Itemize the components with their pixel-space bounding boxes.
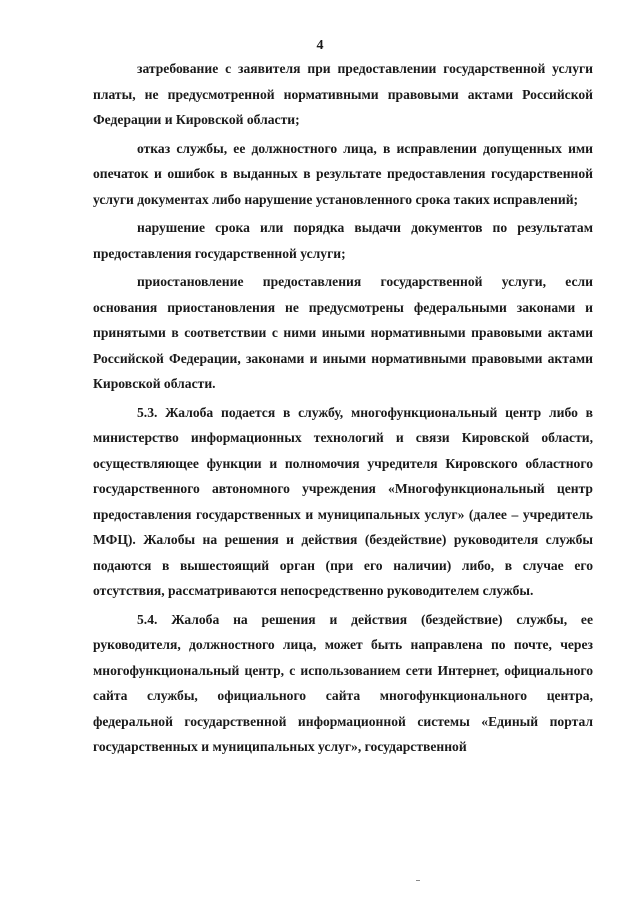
paragraph-5-3: 5.3. Жалоба подается в службу, многофункциональный центр либо в министерство информационных технологий и связи Кировской области, осуществляющее функции и полномочия учредителя Кировского областного государственного автономного учреждения «Многофункциональный центр предоставления государственных и муниципальных услуг» (далее – учредитель МФЦ). Жалобы на решения и действия (бездействие) руководителя службы подаются в вышестоящий орган (при его наличии) либо, в случае его отсутствия, рассматриваются непосредственно руководителем службы.	[93, 404, 593, 598]
paragraph-2: отказ службы, ее должностного лица, в исправлении допущенных ими опечаток и ошибок в выданных в результате предоставления государственной услуги документах либо нарушение установленного срока таких исправлений;	[93, 140, 593, 207]
paragraph-1: затребование с заявителя при предоставлении государственной услуги платы, не предусмотренной нормативными правовыми актами Российской Федерации и Кировской области;	[93, 61, 593, 127]
paragraph-5-4: 5.4. Жалоба на решения и действия (бездействие) службы, ее руководителя, должностного лица, может быть направлена по почте, через многофункциональный центр, с использованием сети Интернет, официального сайта службы, официального сайта многофункционального центра, федеральной государственной информационной системы «Единый портал государственных и муниципальных услуг», государственной	[93, 611, 593, 754]
scan-speck	[416, 880, 420, 881]
paragraph-4: приостановление предоставления государственной услуги, если основания приостановления не предусмотрены федеральными законами и принятыми в соответствии с ними иными нормативными правовыми актами Российской Федерации, законами и иными нормативными правовыми актами Кировской области.	[93, 274, 593, 391]
page-number: 4	[316, 38, 324, 53]
document-body	[93, 56, 593, 763]
paragraph-3: нарушение срока или порядка выдачи документов по результатам предоставления государственной услуги;	[93, 220, 593, 261]
